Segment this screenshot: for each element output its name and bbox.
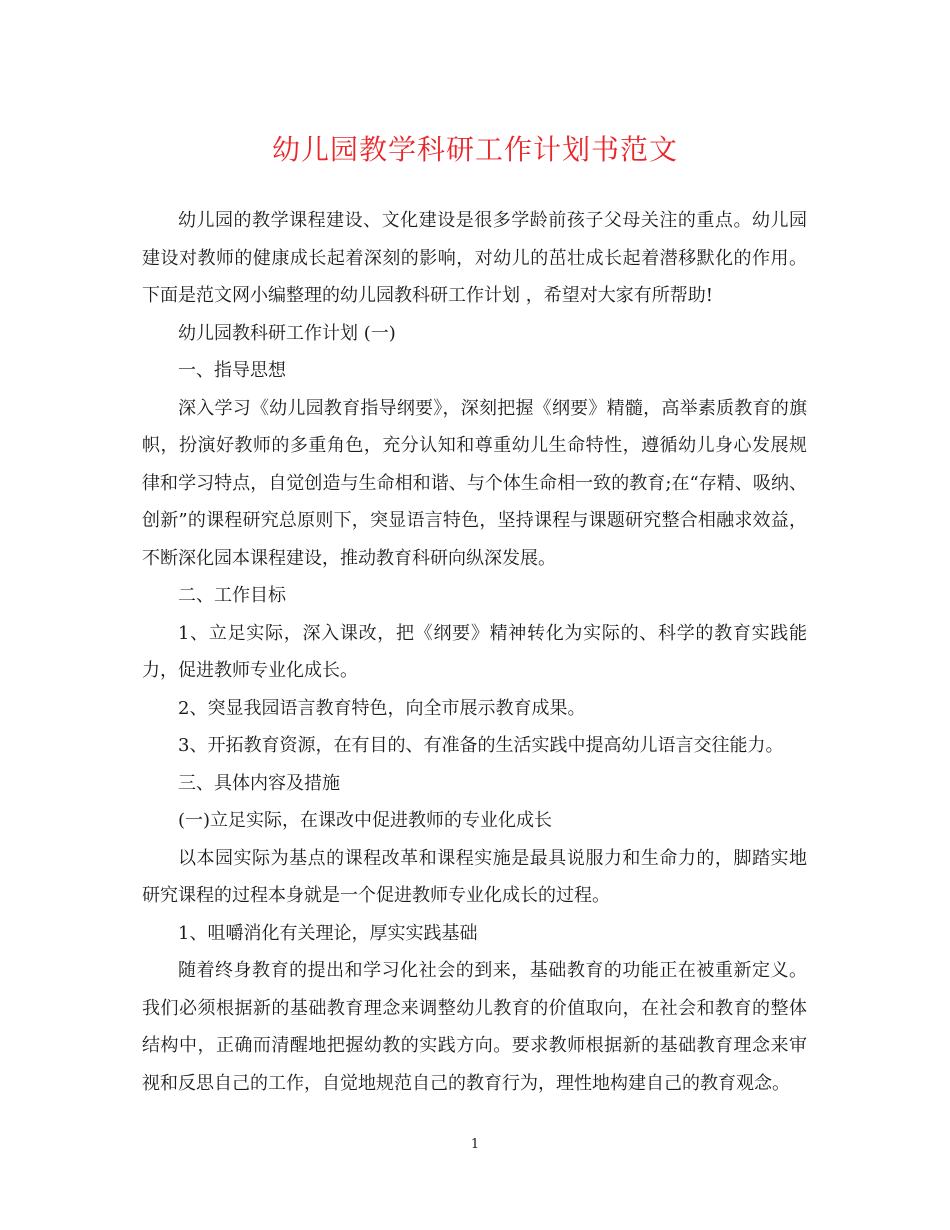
paragraph-goal-1: 1、立足实际，深入课改，把《纲要》精神转化为实际的、科学的教育实践能力，促进教师专业化成长。 (142, 622, 807, 681)
item-heading-1: 1、咀嚼消化有关理论，厚实实践基础 (178, 922, 478, 944)
page-number: 1 (470, 1137, 480, 1152)
paragraph-subsection-1: 以本园实际为基点的课程改革和课程实施是最具说服力和生命力的，脚踏实地研究课程的过程本身就是一个促进教师专业化成长的过程。 (142, 847, 807, 906)
paragraph-goal-3: 3、开拓教育资源，在有目的、有准备的生活实践中提高幼儿语言交往能力。 (178, 735, 784, 756)
section-heading-guiding-thought: 一、指导思想 (178, 360, 286, 381)
document-title: 幼儿园教学科研工作计划书范文 (271, 133, 678, 166)
paragraph-intro: 幼儿园的教学课程建设、文化建设是很多学龄前孩子父母关注的重点。幼儿园建设对教师的健康成长起着深刻的影响，对幼儿的茁壮成长起着潜移默化的作用。下面是范文网小编整理的幼儿园教科研工作计划 ，希望对大家有所帮助! (142, 210, 807, 306)
paragraph-item-1: 随着终身教育的提出和学习化社会的到来，基础教育的功能正在被重新定义。我们必须根据新的基础教育理念来调整幼儿教育的价值取向，在社会和教育的整体结构中，正确而清醒地把握幼教的实践方向。要求教师根据新的基础教育理念来审视和反思自己的工作，自觉地规范自己的教育行为，理性地构建自己的教育观念。 (142, 960, 807, 1094)
subsection-heading-1: (一)立足实际，在课改中促进教师的专业化成长 (178, 810, 553, 831)
section-heading-measures: 三、具体内容及措施 (178, 772, 340, 794)
section-heading-goals: 二、工作目标 (178, 585, 286, 606)
paragraph-goal-2: 2、突显我园语言教育特色，向全市展示教育成果。 (178, 697, 586, 719)
document-body (142, 202, 807, 1102)
paragraph-plan-heading: 幼儿园教科研工作计划 (一) (178, 322, 396, 344)
paragraph-guiding-thought: 深入学习《幼儿园教育指导纲要》，深刻把握《纲要》精髓，高举素质教育的旗帜，扮演好教师的多重角色，充分认知和尊重幼儿生命特性，遵循幼儿身心发展规律和学习特点，自觉创造与生命相和谐、与个体生命相一致的教育;在“存精、吸纳、创新”的课程研究总原则下，突显语言特色，坚持课程与课题研究整合相融求效益，不断深化园本课程建设，推动教育科研向纵深发展。 (142, 397, 807, 569)
